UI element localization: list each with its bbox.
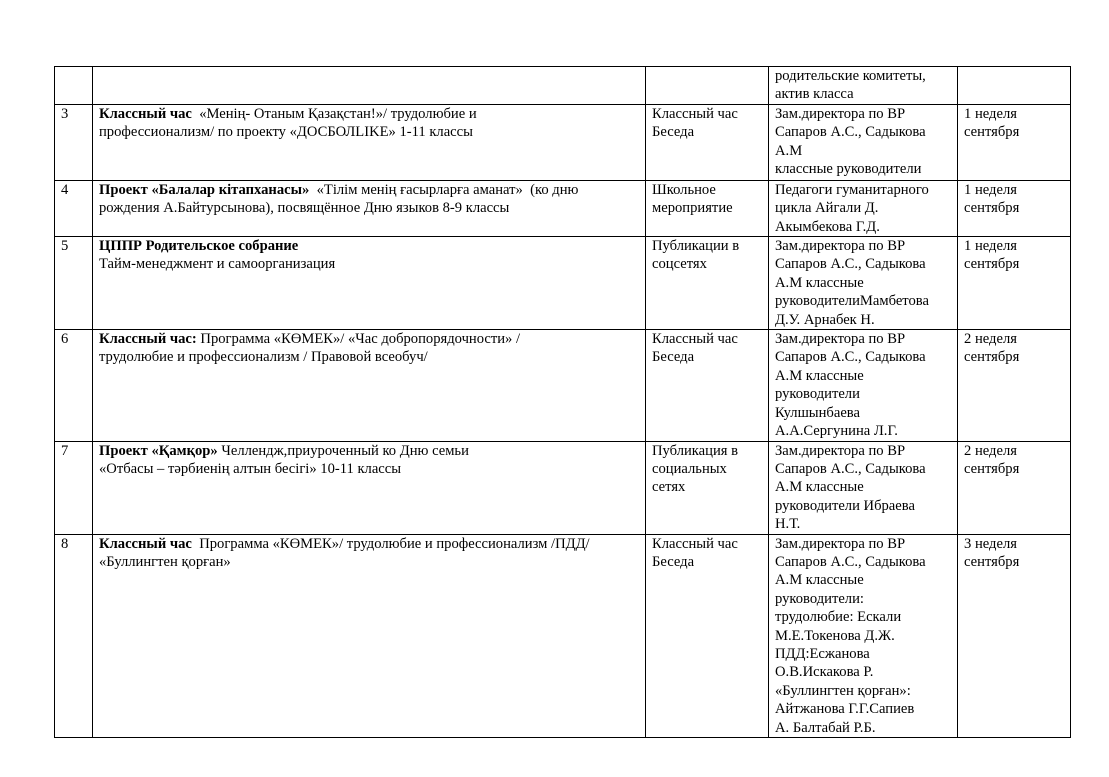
date-line: сентября [964, 256, 1020, 273]
responsible-line: актив класса [775, 86, 854, 103]
event-description-line: «Буллингтен қорған» [99, 553, 231, 570]
form-line: Публикации в [652, 238, 740, 255]
responsible-line: Сапаров А.С., Садыкова [775, 124, 926, 141]
event-description: «Тілім менің ғасырларға аманат» (ко дню [309, 181, 579, 198]
responsible-cell [769, 180, 958, 236]
responsible-line: А.М классные [775, 274, 864, 291]
event-title: ЦППР Родительское собрание [99, 238, 299, 255]
date-line: 1 неделя [964, 238, 1017, 255]
date-line: сентября [964, 124, 1020, 141]
table-row [55, 180, 1071, 236]
form-line: сетях [652, 479, 686, 496]
responsible-line: «Буллингтен қорған»: [775, 682, 911, 699]
table-row [55, 237, 1071, 330]
date-cell [958, 534, 1071, 737]
responsible-line: Сапаров А.С., Садыкова [775, 460, 926, 477]
event-title: Классный час [99, 535, 192, 552]
event-title: Проект «Қамқор» [99, 442, 218, 459]
form-line: социальных [652, 460, 727, 477]
date-line: 2 неделя [964, 331, 1017, 348]
responsible-line: родительские комитеты, [775, 68, 926, 84]
responsible-cell [769, 534, 958, 737]
num-cell [55, 330, 93, 441]
event-title: Классный час [99, 105, 192, 122]
event-description-line: Тайм-менеджмент и самоорганизация [99, 256, 336, 273]
responsible-line: руководителиМамбетова [775, 293, 929, 310]
date-line: сентября [964, 349, 1020, 366]
event-description-line: «Отбасы – тәрбиенің алтын бесігі» 10-11 классы [99, 460, 402, 477]
events-plan-table [54, 66, 1071, 738]
form-line: Беседа [652, 553, 695, 570]
event-cell [93, 67, 646, 105]
responsible-line: руководители: [775, 590, 864, 607]
table-row [55, 534, 1071, 737]
form-cell [646, 104, 769, 180]
event-description: «Менің- Отаным Қазақстан!»/ трудолюбие и [191, 105, 477, 122]
responsible-line: Н.Т. [775, 516, 801, 533]
event-line [99, 181, 639, 199]
form-line: мероприятие [652, 200, 733, 217]
event-line [99, 535, 639, 553]
num-cell [55, 67, 93, 105]
responsible-line: классные руководители [775, 161, 922, 178]
responsible-line: Зам.директора по ВР [775, 535, 906, 552]
date-cell [958, 237, 1071, 330]
form-line: Классный час [652, 105, 738, 122]
date-cell [958, 67, 1071, 105]
responsible-cell [769, 441, 958, 534]
responsible-line: А. Балтабай Р.Б. [775, 719, 876, 736]
responsible-line: А.М классные [775, 367, 864, 384]
responsible-line: Зам.директора по ВР [775, 442, 906, 459]
responsible-line: Д.У. Арнабек Н. [775, 311, 875, 328]
date-cell [958, 441, 1071, 534]
event-cell [93, 534, 646, 737]
responsible-line: Айтжанова Г.Г.Сапиев [775, 701, 915, 718]
date-line: сентября [964, 460, 1020, 477]
date-line: 2 неделя [964, 442, 1017, 459]
responsible-line: Сапаров А.С., Садыкова [775, 349, 926, 366]
event-description-line: профессионализм/ по проекту «ДОСБОЛLIKE» 1-11 классы [99, 124, 473, 141]
num-cell [55, 441, 93, 534]
event-line [99, 237, 639, 255]
responsible-line: О.В.Искакова Р. [775, 664, 874, 681]
responsible-line: А.М классные [775, 572, 864, 589]
event-cell [93, 104, 646, 180]
date-line: 3 неделя [964, 535, 1017, 552]
table-row [55, 441, 1071, 534]
form-cell [646, 180, 769, 236]
form-cell [646, 534, 769, 737]
event-line [99, 330, 639, 348]
responsible-line: Педагоги гуманитарного [775, 181, 929, 198]
responsible-line: А.А.Сергунина Л.Г. [775, 423, 898, 440]
responsible-line: Акымбекова Г.Д. [775, 218, 880, 235]
form-line: Беседа [652, 349, 695, 366]
date-cell [958, 104, 1071, 180]
date-line: сентября [964, 200, 1020, 217]
event-cell [93, 330, 646, 441]
responsible-line: Зам.директора по ВР [775, 238, 906, 255]
responsible-line: Зам.директора по ВР [775, 105, 906, 122]
form-line: Беседа [652, 124, 695, 141]
event-line [99, 442, 639, 460]
form-line: соцсетях [652, 256, 707, 273]
num-cell [55, 180, 93, 236]
responsible-line: трудолюбие: Ескали [775, 609, 902, 626]
event-cell [93, 441, 646, 534]
event-title: Проект «Балалар кітапханасы» [99, 181, 310, 198]
num-cell [55, 534, 93, 737]
responsible-line: Кулшынбаева [775, 404, 860, 421]
responsible-line: цикла Айгали Д. [775, 200, 879, 217]
responsible-line: А.М [775, 142, 803, 159]
table-row [55, 330, 1071, 441]
form-cell [646, 330, 769, 441]
form-cell [646, 67, 769, 105]
event-title: Классный час: [99, 331, 197, 348]
row-number: 4 [61, 181, 69, 198]
num-cell [55, 237, 93, 330]
form-line: Классный час [652, 535, 738, 552]
date-cell [958, 180, 1071, 236]
table-row [55, 104, 1071, 180]
responsible-cell [769, 237, 958, 330]
event-cell [93, 237, 646, 330]
responsible-cell [769, 330, 958, 441]
responsible-line: Сапаров А.С., Садыкова [775, 256, 926, 273]
event-description-line: трудолюбие и профессионализм / Правовой всеобуч/ [99, 349, 428, 366]
date-line: 1 неделя [964, 105, 1017, 122]
row-number: 7 [61, 442, 69, 459]
responsible-line: А.М классные [775, 479, 864, 496]
responsible-line: руководители [775, 386, 860, 403]
num-cell [55, 104, 93, 180]
form-cell [646, 441, 769, 534]
form-line: Публикация в [652, 442, 739, 459]
date-line: 1 неделя [964, 181, 1017, 198]
event-description: Программа «КӨМЕК»/ «Час добропорядочности» / [196, 331, 521, 348]
responsible-cell [769, 104, 958, 180]
form-cell [646, 237, 769, 330]
date-cell [958, 330, 1071, 441]
responsible-cell [769, 67, 958, 105]
form-line: Школьное [652, 181, 716, 198]
event-description: Челлендж,приуроченный ко Дню семьи [217, 442, 469, 459]
responsible-line: М.Е.Токенова Д.Ж. [775, 627, 895, 644]
responsible-line: Зам.директора по ВР [775, 331, 906, 348]
responsible-line: руководители Ибраева [775, 497, 915, 514]
event-description: Программа «КӨМЕК»/ трудолюбие и профессионализм /ПДД/ [191, 535, 590, 552]
event-description-line: рождения А.Байтурсынова), посвящённое Дню языков 8-9 классы [99, 200, 510, 217]
row-number: 3 [61, 105, 69, 122]
event-cell [93, 180, 646, 236]
row-number: 8 [61, 535, 69, 552]
row-number: 6 [61, 331, 69, 348]
event-line [99, 105, 639, 123]
row-number: 5 [61, 238, 69, 255]
table-row-continued [55, 67, 1071, 105]
form-line: Классный час [652, 331, 738, 348]
date-line: сентября [964, 553, 1020, 570]
responsible-line: ПДД:Есжанова [775, 645, 870, 662]
responsible-line: Сапаров А.С., Садыкова [775, 553, 926, 570]
